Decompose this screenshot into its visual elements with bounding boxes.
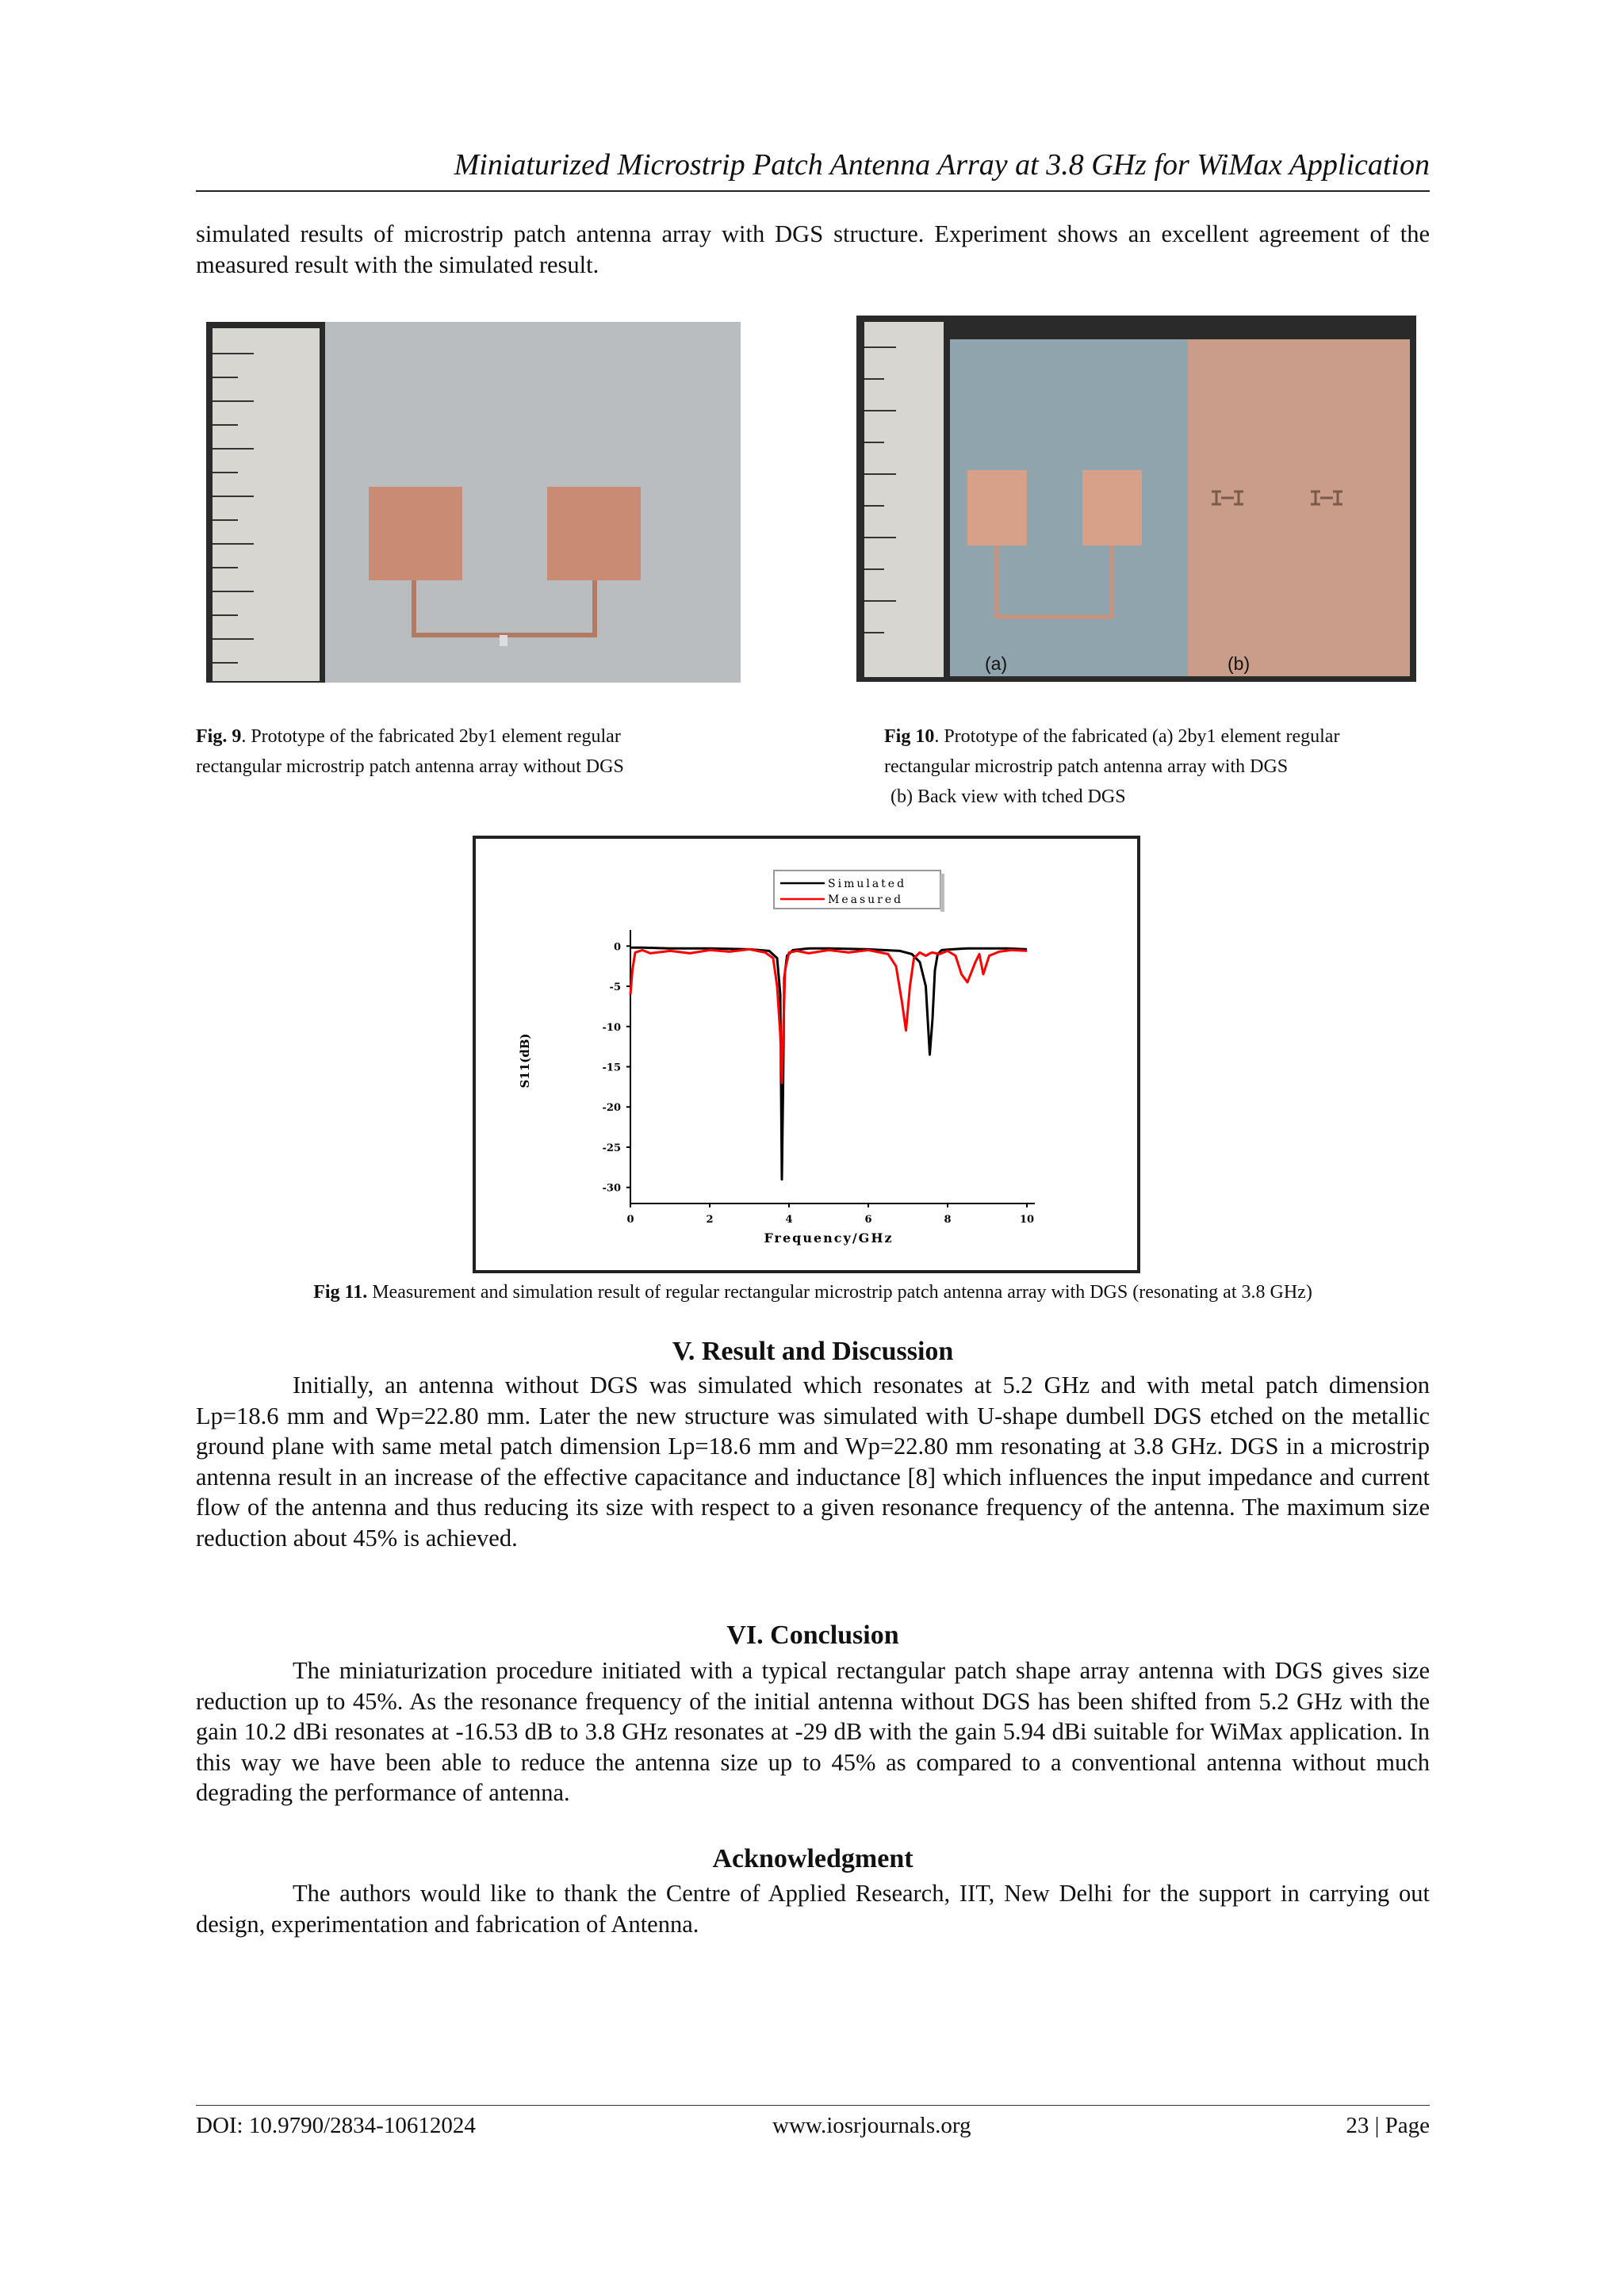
footer-doi: DOI: 10.9790/2834-10612024: [196, 2113, 476, 2138]
footer-rule: [196, 2105, 1430, 2106]
fig10-label: Fig 10: [884, 726, 935, 747]
running-header: Miniaturized Microstrip Patch Antenna Array at 3.8 GHz for WiMax Application: [454, 148, 1430, 182]
fig9-caption-line1: . Prototype of the fabricated 2by1 element regular: [241, 726, 621, 747]
fig10-caption-line2: rectangular microstrip patch antenna array with DGS: [884, 756, 1289, 777]
chart-x-tick-label: 8: [944, 1214, 952, 1226]
chart-x-axis-label: Frequency/GHz: [764, 1230, 894, 1246]
chart-series-line-measured: [630, 949, 1027, 1082]
ack-text: The authors would like to thank the Centre of Applied Research, IIT, New Delhi for the support in carrying out design, experimentation and fabrication of Antenna.: [196, 1880, 1430, 1938]
chart-legend-shadow: [940, 874, 944, 912]
chart-legend: [774, 871, 944, 912]
chart-x-tick-label: 6: [864, 1214, 872, 1226]
header-rule: [196, 190, 1430, 192]
chart-y-tick-label: -20: [602, 1102, 621, 1115]
chart-axes: [630, 930, 1035, 1203]
fig10-sublabel-b: (b): [1228, 653, 1251, 674]
footer-site: www.iosrjournals.org: [772, 2113, 971, 2138]
chart-y-axis-label: S11(dB): [518, 1033, 532, 1089]
fig9-photo-drawing: [206, 322, 741, 683]
chart-y-tick-label: -30: [602, 1182, 621, 1195]
chart-x-tick-label: 2: [706, 1214, 714, 1226]
fig9-caption-line2: rectangular microstrip patch antenna array without DGS: [196, 756, 624, 777]
fig10-caption-line1: . Prototype of the fabricated (a) 2by1 element regular: [934, 726, 1340, 747]
section6-text: The miniaturization procedure initiated with a typical rectangular patch shape array antenna with DGS gives size reduction up to 45%. As the resonance frequency of the initial antenna without DGS has been shifted from 5.2 GHz with the gain 10.2 dBi resonates at -16.53 dB to 3.8 GHz resonates at -29 dB with the gain 5.94 dBi suitable for WiMax application. In this way we have been able to reduce the antenna size up to 45% as compared to a conventional antenna without much degrading the performance of antenna.: [196, 1657, 1430, 1806]
fig10-photo-drawing: [856, 316, 1416, 682]
fig10-sublabel-a: (a): [985, 653, 1008, 674]
section6-heading: VI. Conclusion: [726, 1621, 899, 1650]
ack-heading: Acknowledgment: [712, 1844, 914, 1873]
ack-body: [196, 1878, 1430, 1939]
fig11-caption-text: Measurement and simulation result of regular rectangular microstrip patch antenna array with DGS (resonating at 3.8 GHz): [367, 1282, 1312, 1303]
fig10-caption: [884, 721, 1439, 812]
chart-x-tick-label: 0: [626, 1214, 634, 1226]
intro-text: simulated results of microstrip patch antenna array with DGS structure. Experiment shows an excellent agreement of the measured result with the simulated result.: [196, 220, 1430, 278]
intro-paragraph: [196, 219, 1430, 280]
fig11-label: Fig 11.: [313, 1282, 368, 1303]
fig9-caption: [196, 721, 767, 782]
fig11-chart-frame: [473, 836, 1140, 1273]
section6-body: [196, 1655, 1430, 1808]
chart-legend-label: Simulated: [828, 878, 907, 890]
chart-x-ticks: [626, 1203, 1034, 1226]
chart-y-ticks: [603, 941, 631, 1194]
chart-y-tick-label: -10: [602, 1021, 621, 1034]
fig9-photo: [206, 322, 741, 683]
chart-y-tick-label: -25: [602, 1142, 621, 1154]
section5-body: [196, 1370, 1430, 1553]
chart-x-tick-label: 4: [785, 1214, 793, 1226]
chart-legend-label: Measured: [828, 894, 904, 906]
section5-text: Initially, an antenna without DGS was simulated which resonates at 5.2 GHz and with metal patch dimension Lp=18.6 mm and Wp=22.80 mm. Later the new structure was simulated with U-shape dumbell DGS etched on the metallic ground plane with same metal patch dimension Lp=18.6 mm and Wp=22.80 mm resonating at 3.8 GHz. DGS in a microstrip antenna result in an increase of the effective capacitance and inductance [8] which influences the input impedance and current flow of the antenna and thus reducing its size with respect to a given resonance frequency of the antenna. The maximum size reduction about 45% is achieved.: [196, 1372, 1430, 1552]
chart-series: [630, 947, 1027, 1179]
chart-x-tick-label: 10: [1019, 1214, 1035, 1226]
fig10-photo: [856, 316, 1416, 682]
footer-page: 23 | Page: [1346, 2113, 1430, 2138]
chart-y-tick-label: 0: [613, 941, 621, 954]
chart-y-tick-label: -15: [602, 1062, 621, 1074]
fig9-label: Fig. 9: [196, 726, 242, 747]
chart-y-tick-label: -5: [609, 982, 621, 994]
fig11-caption: [196, 1282, 1430, 1303]
section5-heading: V. Result and Discussion: [672, 1337, 954, 1366]
fig11-chart: [476, 839, 1137, 1270]
fig10-caption-line3: (b) Back view with tched DGS: [891, 786, 1126, 807]
